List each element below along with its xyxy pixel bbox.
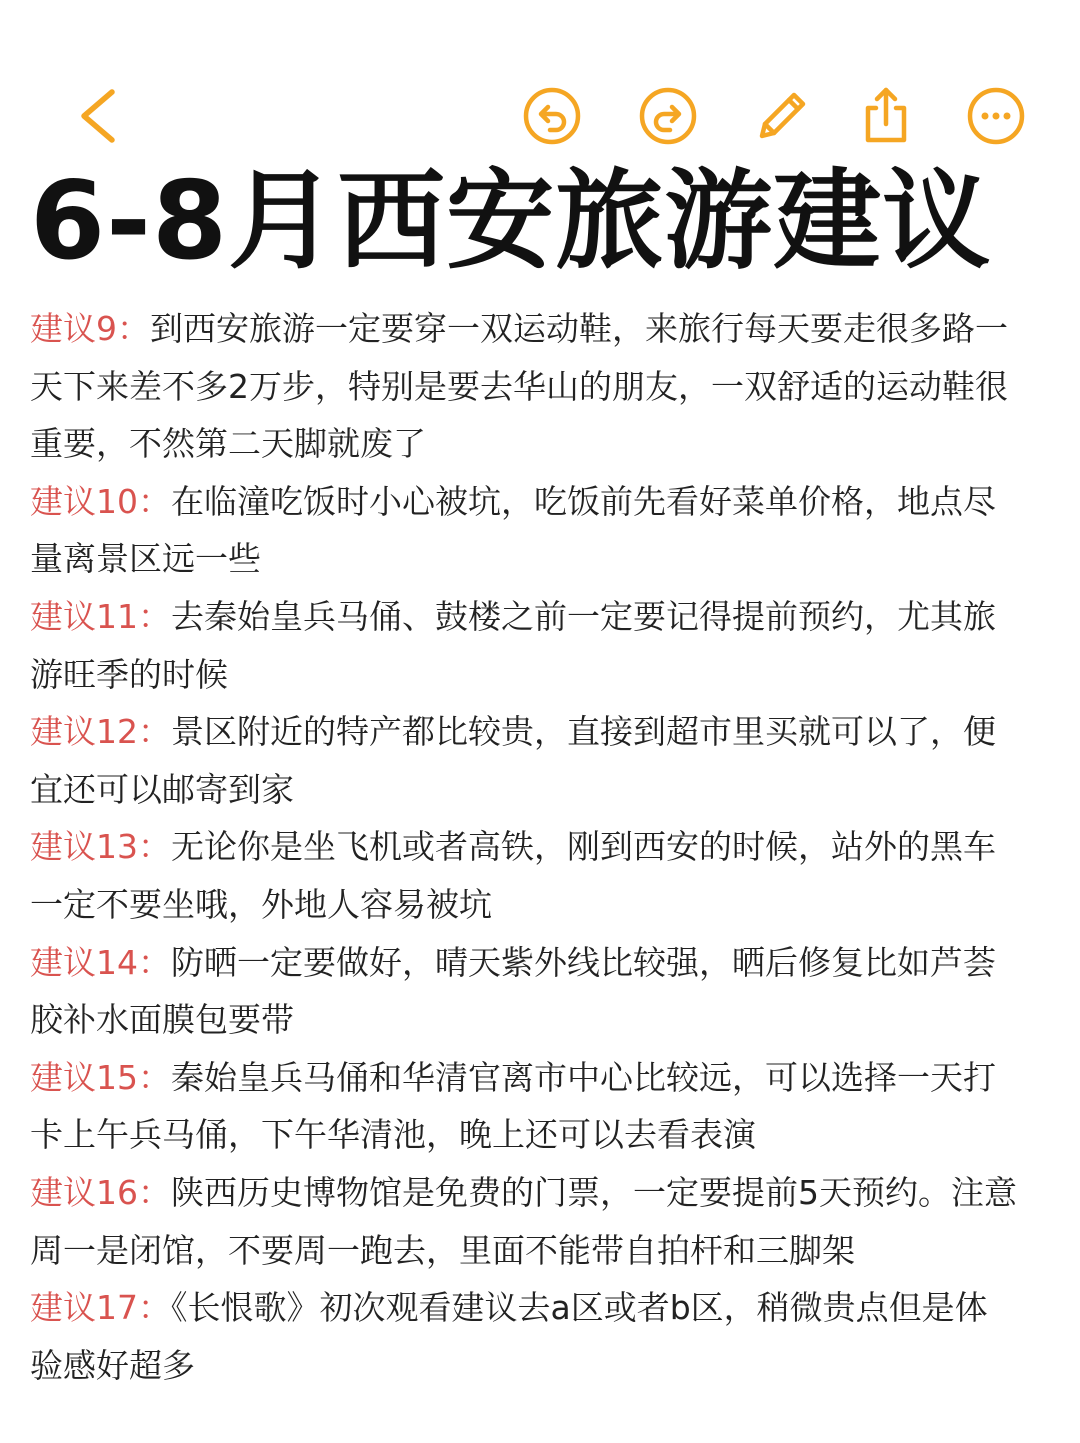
tip-item	[30, 473, 1020, 588]
note-title: 6-8月西安旅游建议	[30, 159, 992, 284]
tip-text: 《长恨歌》初次观看建议去a区或者b区，稍微贵点但是体验感好超多	[30, 1288, 988, 1385]
tip-item	[30, 588, 1020, 703]
tip-item	[30, 1164, 1020, 1279]
tip-item	[30, 934, 1020, 1049]
share-button[interactable]	[854, 84, 918, 148]
tip-text: 陕西历史博物馆是免费的门票，一定要提前5天预约。注意周一是闭馆，不要周一跑去，里面不能带自拍杆和三脚架	[30, 1172, 1017, 1270]
tip-text: 防晒一定要做好，晴天紫外线比较强，晒后修复比如芦荟胶补水面膜包要带	[30, 942, 996, 1040]
tip-label: 建议12：	[30, 712, 171, 752]
tip-text: 无论你是坐飞机或者高铁，刚到西安的时候，站外的黑车一定不要坐哦，外地人容易被坑	[30, 827, 996, 924]
edit-button[interactable]	[750, 84, 814, 148]
tip-item	[30, 300, 1020, 473]
tip-item	[30, 1049, 1020, 1164]
pencil-icon	[750, 84, 814, 148]
back-chevron-icon	[66, 84, 130, 148]
undo-icon	[520, 84, 584, 148]
tip-text: 到西安旅游一定要穿一双运动鞋，来旅行每天要走很多路一天下来差不多2万步，特别是要去华山的朋友，一双舒适的运动鞋很重要，不然第二天脚就废了	[30, 309, 1008, 464]
tip-label: 建议10：	[30, 481, 171, 521]
tip-text: 景区附近的特产都比较贵，直接到超市里买就可以了，便宜还可以邮寄到家	[30, 712, 996, 809]
tip-label: 建议11：	[30, 596, 171, 636]
undo-button[interactable]	[520, 84, 584, 148]
share-icon	[854, 84, 918, 148]
toolbar	[0, 0, 1080, 160]
tip-text: 去秦始皇兵马俑、鼓楼之前一定要记得提前预约，尤其旅游旺季的时候	[30, 596, 996, 694]
tip-item	[30, 703, 1020, 818]
tip-label: 建议16：	[30, 1172, 171, 1212]
tip-item	[30, 818, 1020, 933]
tip-label: 建议9：	[30, 309, 150, 348]
tip-item	[30, 1279, 1020, 1394]
redo-icon	[636, 84, 700, 148]
redo-button[interactable]	[636, 84, 700, 148]
tip-text: 在临潼吃饭时小心被坑，吃饭前先看好菜单价格，地点尽量离景区远一些	[30, 481, 996, 579]
tip-label: 建议15：	[30, 1057, 171, 1097]
tip-label: 建议13：	[30, 827, 171, 867]
note-body[interactable]	[30, 300, 1020, 1394]
tip-text: 秦始皇兵马俑和华清官离市中心比较远，可以选择一天打卡上午兵马俑，下午华清池，晚上还可以去看表演	[30, 1057, 996, 1155]
tip-label: 建议17：	[30, 1288, 171, 1328]
more-icon	[964, 84, 1028, 148]
back-button[interactable]	[66, 84, 130, 148]
more-options-button[interactable]	[964, 84, 1028, 148]
tip-label: 建议14：	[30, 942, 171, 982]
